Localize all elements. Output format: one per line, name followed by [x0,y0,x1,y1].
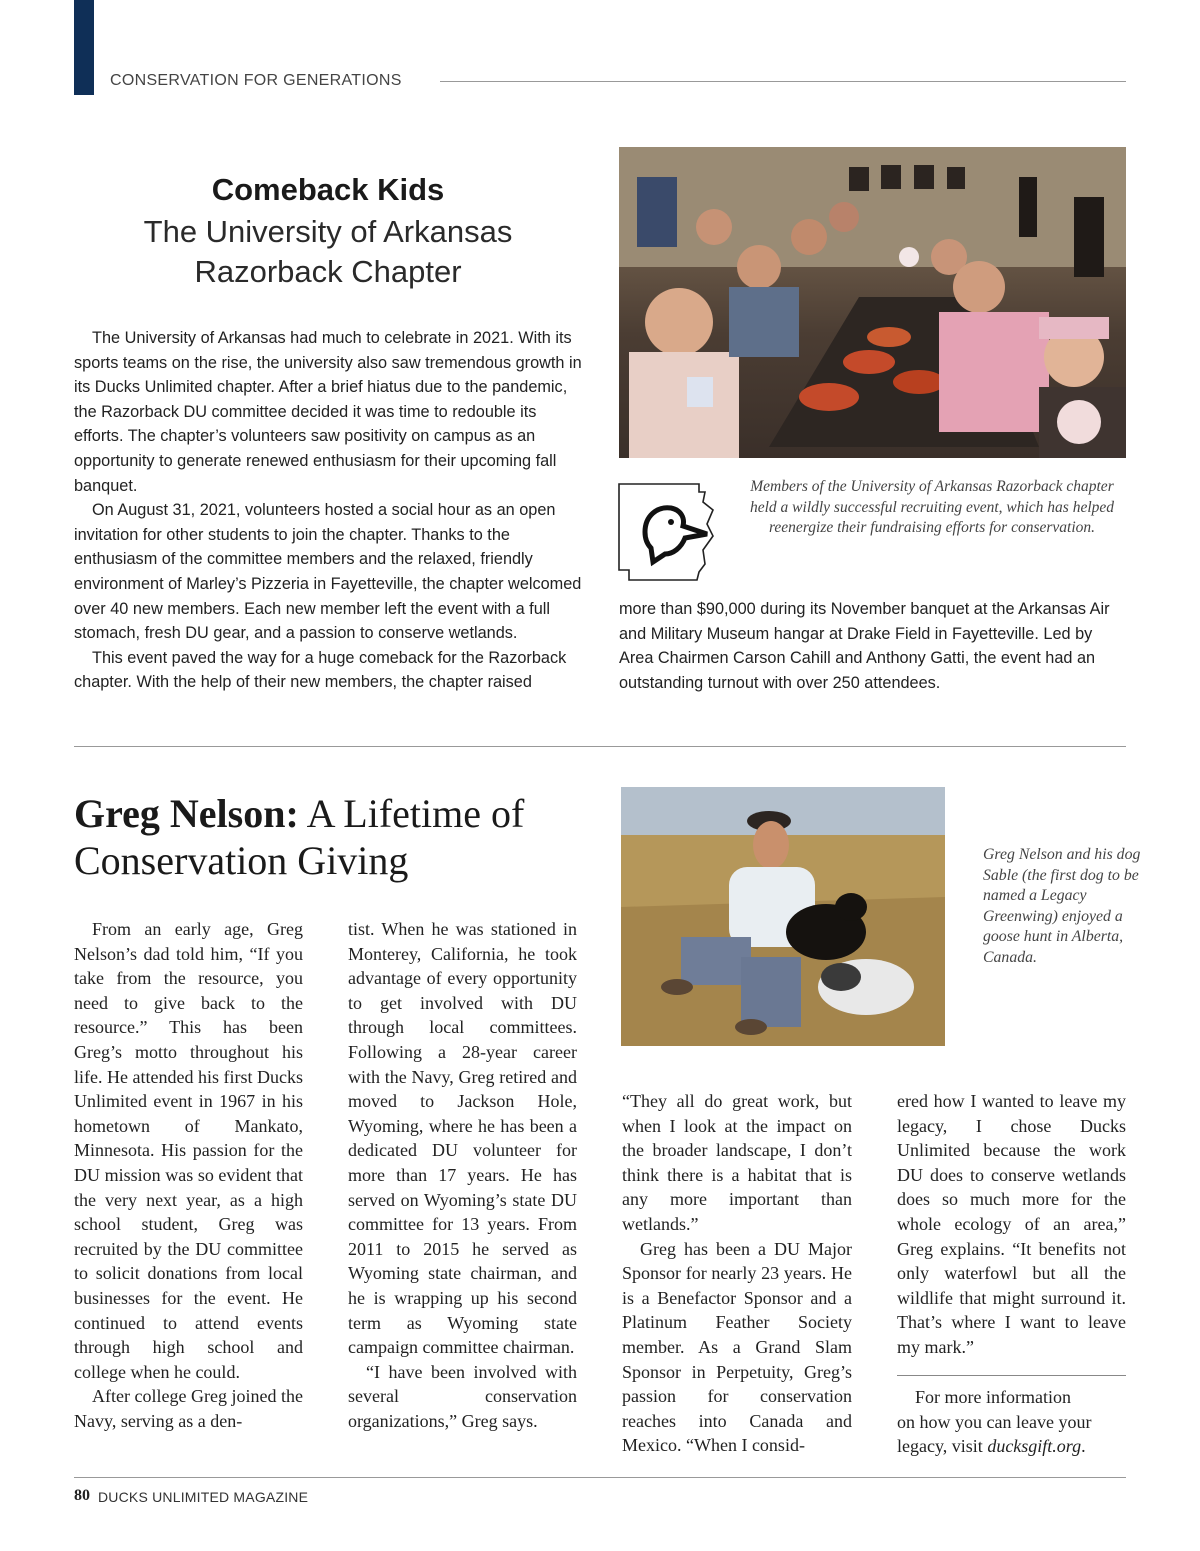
article1-column2 [619,597,1126,695]
article2-paragraph: Greg has been a DU Major Sponsor for nearly 23 years. He is a Benefactor Sponsor and a Platinum Feather Society member. As a Grand Slam Sponsor in Perpetuity, Greg’s passion for conservation reaches into Canada and Mexico. “When I consid- [622,1238,852,1456]
more-info-end: . [1081,1436,1086,1457]
article2-column2 [348,917,577,1433]
header-accent-bar [74,0,94,95]
section-label: CONSERVATION FOR GENERATIONS [110,72,402,89]
article2-title-bold: Greg Nelson: [74,791,299,836]
article1-paragraph: This event paved the way for a huge comeback for the Razorback chapter. With the help of their new members, the chapter raised [74,648,567,692]
article2-paragraph: tist. When he was stationed in Monterey, California, he took advantage of every opportunity to get involved with DU through local committees. Following a 28-year career with the Navy, Greg retired and moved to Jackson Hole, Wyoming, where he has been a dedicated DU volunteer for more than 17 years. He has served on Wyoming’s state DU committee for 13 years. From 2011 to 2015 he served as Wyoming state chairman, and he is wrapping up his second term as Wyoming state campaign committee chairman. [348,919,577,1358]
article2-paragraph: From an early age, Greg Nelson’s dad told him, “If you take from the resource, you need to give back to the resource.” This has been Greg’s motto throughout his life. He attended his first Ducks Unlimited event in 1967 in his hometown of Mankato, Minnesota. His passion for the DU mission was so evident that the very next year, as a high school student, Greg was recruited by the DU committee to solicit donations from local businesses for the event. He continued to attend events through high school and college when he could. [74,919,303,1382]
arkansas-du-logo [615,478,720,586]
article1-subtitle-line1: The University of Arkansas [143,214,513,249]
article2-paragraph: “I have been involved with several conservation organizations,” Greg says. [348,1361,577,1431]
article1-title: Comeback Kids [211,172,445,207]
more-info-line2: on how you can leave your legacy, visit [897,1411,1092,1457]
article2-paragraph: ered how I wanted to leave my legacy, I chose Ducks Unlimited because the work DU does to conserve wetlands does so much more for the whole ecology of an area,” Greg explains. “It benefits not only waterfowl but all the wildlife that might surround it. That’s where I want to leave my mark.” [897,1091,1126,1357]
article1-paragraph: The University of Arkansas had much to celebrate in 2021. With its sports teams on the rise, the university also saw tremendous growth in its Ducks Unlimited chapter. After a brief hiatus due to the pandemic, the Razorback DU committee decided it was time to redouble its efforts. The chapter’s volunteers saw positivity on campus as an opportunity to generate renewed enthusiasm for their upcoming fall banquet. [74,329,582,495]
more-info-rule [897,1375,1126,1376]
group-photo [619,147,1126,458]
article2-column1 [74,917,303,1433]
ducksgift-link[interactable]: ducksgift.org [987,1436,1082,1457]
article1-photo-caption: Members of the University of Arkansas Razorback chapter held a wildly successful recruiting event, which has helped reenergize their fundraising efforts for conservation. [749,478,1115,536]
article2-paragraph: After college Greg joined the Navy, serving as a den- [74,1386,303,1431]
article2-paragraph: “They all do great work, but when I look at the impact on the broader landscape, I don’t think there is a habitat that is any more important than wetlands.” [622,1091,852,1234]
magazine-name: DUCKS UNLIMITED MAGAZINE [98,1489,309,1505]
article2-title [74,790,594,884]
article1-paragraph: On August 31, 2021, volunteers hosted a social hour as an open invitation for other students to join the chapter. Thanks to the enthusiasm of the committee members and the relaxed, friendly environment of Marley’s Pizzeria in Fayetteville, the chapter welcomed over 40 new members. Each new member left the event with a full stomach, fresh DU gear, and a passion to conserve wetlands. [74,501,582,643]
more-info-line1: For more information [915,1387,1071,1407]
article1-subtitle-line2: Razorback Chapter [194,254,462,289]
header-rule [440,81,1126,82]
section-divider [74,746,1126,747]
article2-photo-caption: Greg Nelson and his dog Sable (the first dog to be named a Legacy Greenwing) enjoyed a goose hunt in Alberta, Canada. [983,846,1141,966]
more-info-block [897,1385,1126,1459]
article1-paragraph: more than $90,000 during its November banquet at the Arkansas Air and Military Museum hangar at Drake Field in Fayetteville. Led by Area Chairmen Carson Cahill and Anthony Gatti, the event had an outstanding turnout with over 250 attendees. [619,600,1110,692]
article2-column4 [897,1089,1126,1360]
article1-column1 [74,326,582,695]
greg-nelson-photo [621,787,945,1046]
page-number: 80 [74,1487,90,1504]
article2-title-rest: A Lifetime of Conservation Giving [74,791,525,883]
article2-column3 [622,1089,852,1458]
footer-rule [74,1477,1126,1478]
